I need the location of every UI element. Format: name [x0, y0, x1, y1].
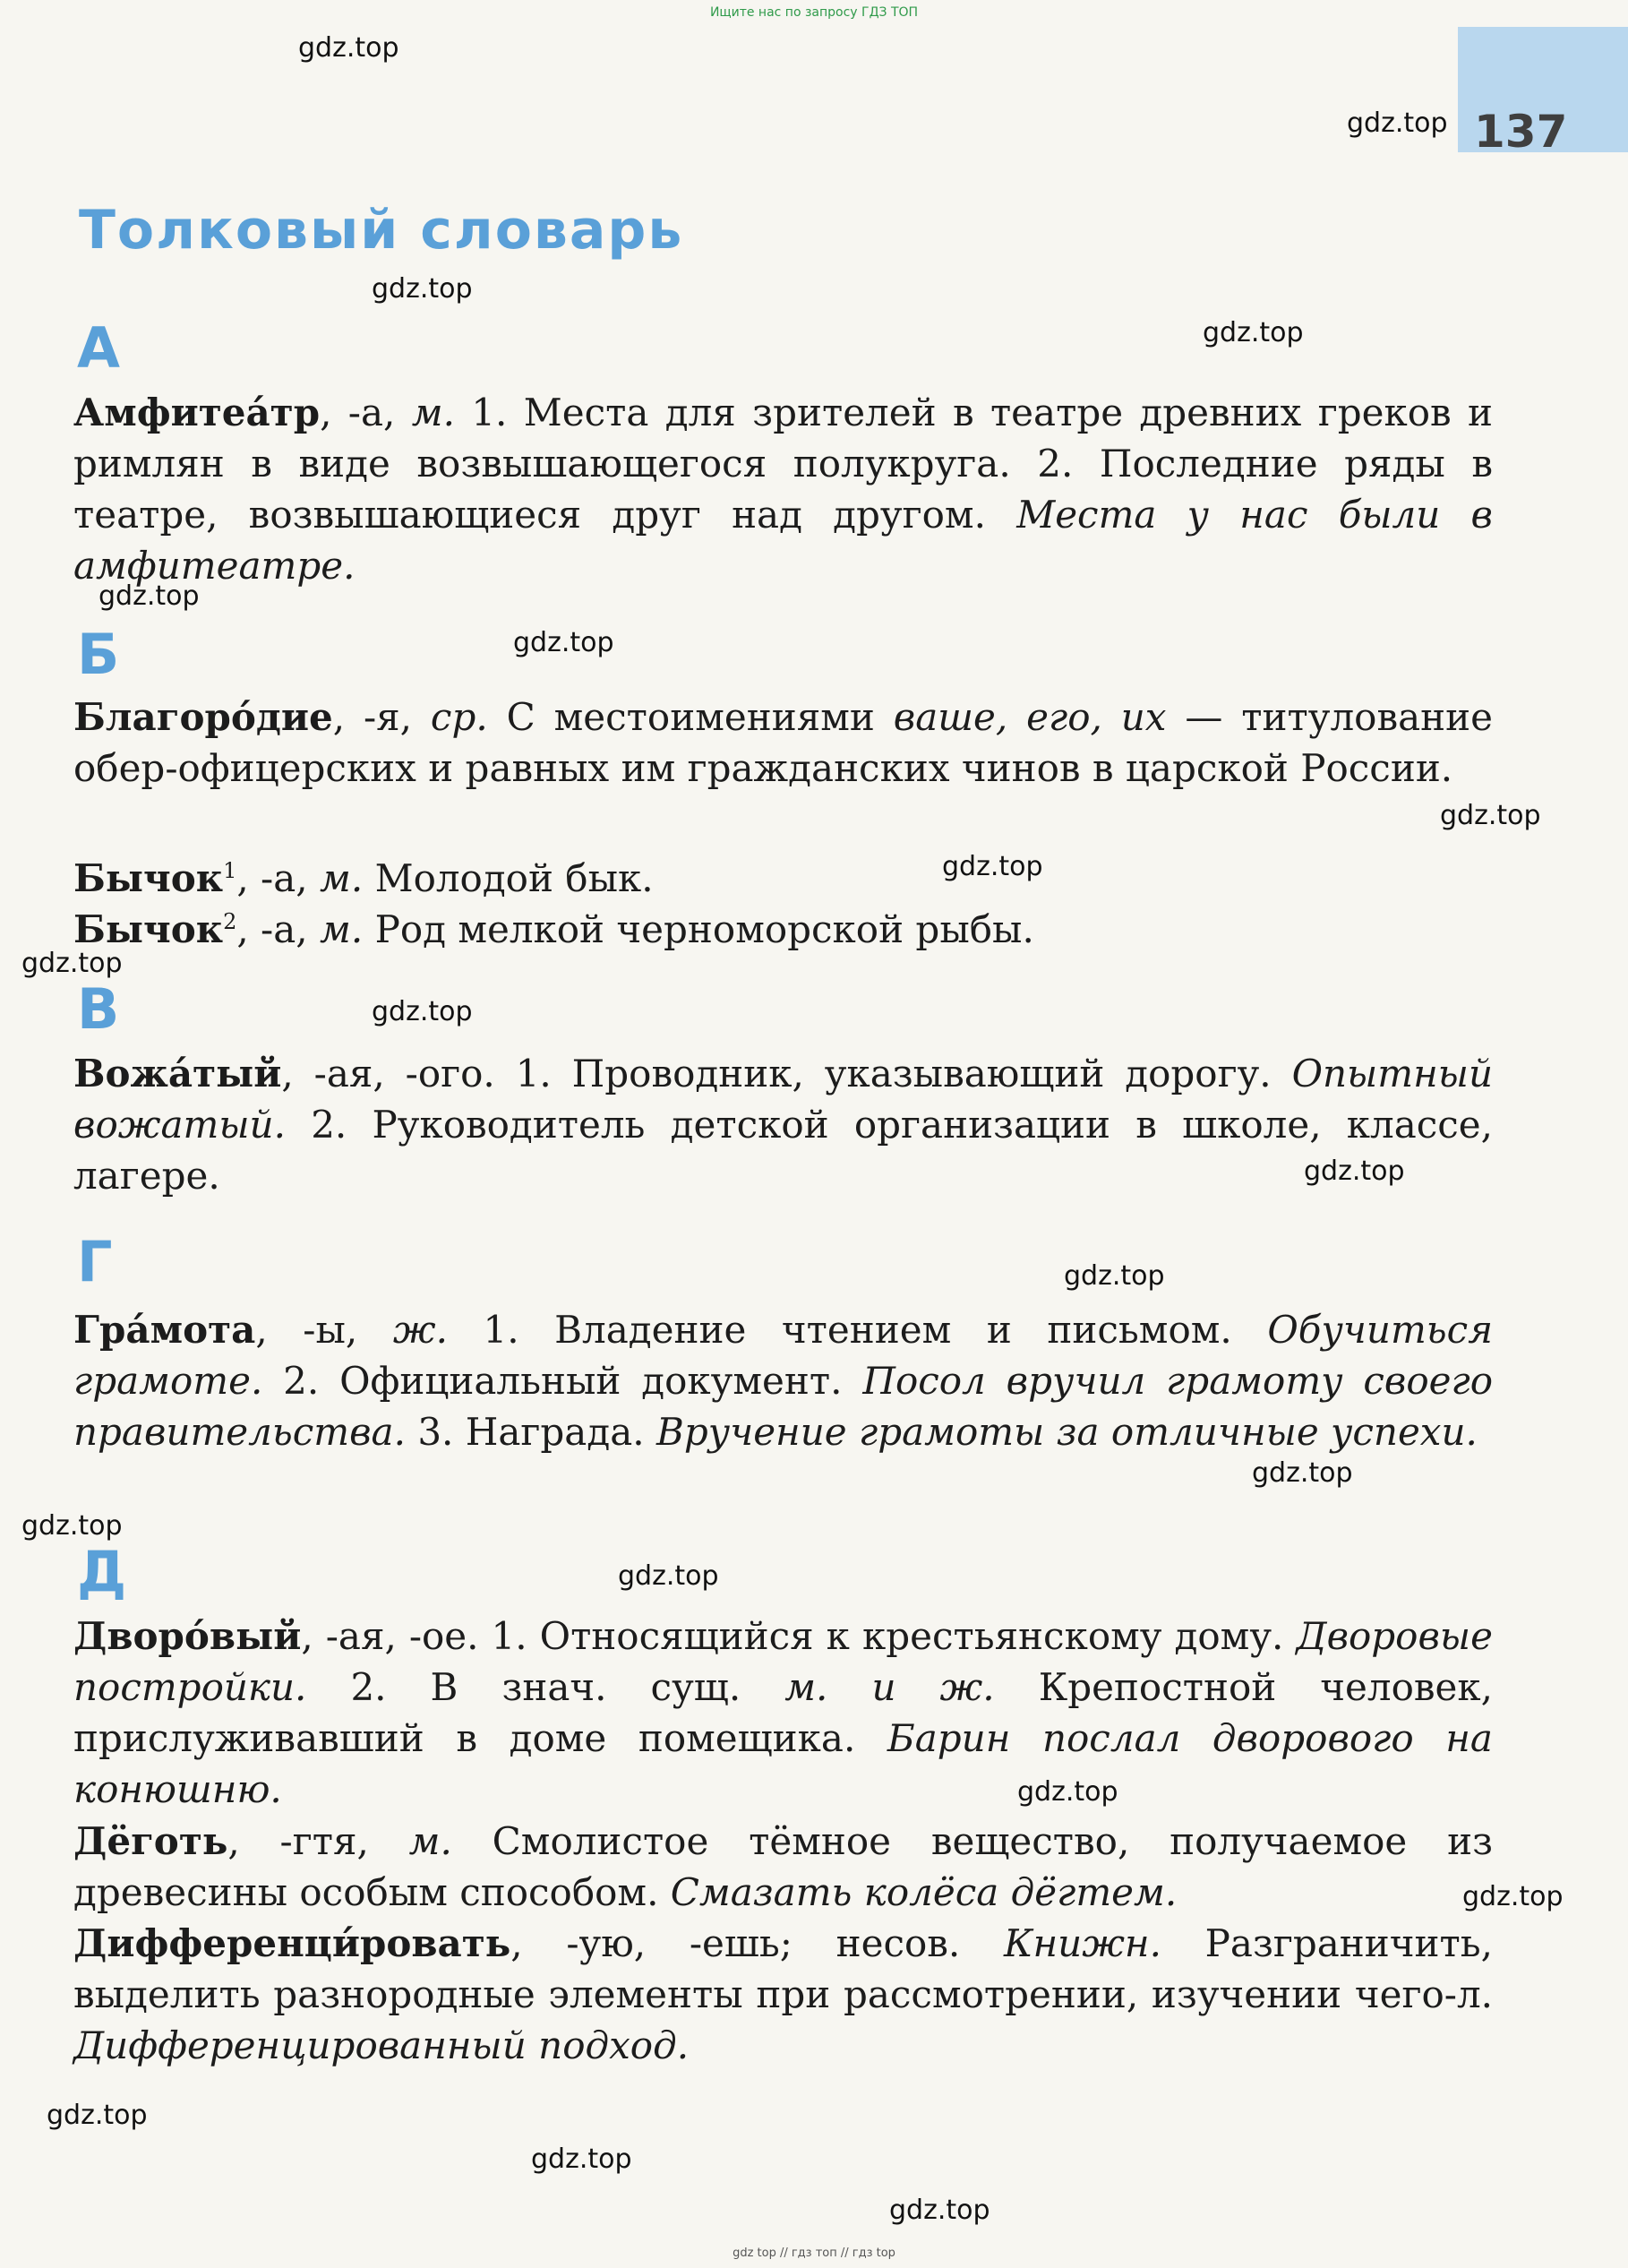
watermark: gdz.top: [298, 32, 399, 64]
headword: Дворо́вый: [73, 1614, 302, 1658]
section-letter-g: Г: [77, 1229, 113, 1294]
section-letter-d: Д: [77, 1539, 127, 1604]
watermark: gdz.top: [1440, 800, 1541, 831]
watermark: gdz.top: [1252, 1457, 1353, 1489]
watermark: gdz.top: [1347, 107, 1448, 139]
entry-bychok-1: Бычок$^1$, -а, м. Молодой бык.: [73, 856, 654, 900]
section-letter-b: Б: [77, 622, 120, 687]
headword: Дифференци́ровать: [73, 1921, 511, 1965]
watermark: gdz.top: [372, 273, 473, 305]
footer-note: gdz top // гдз топ // гдз top: [733, 2247, 895, 2260]
headword: Благоро́дие: [73, 695, 333, 739]
entry-degot: Дёготь, -гтя, м. Смолистое тёмное вещество, получаемое из древесины особым способом. Смазать колёса дёгтем.: [73, 1819, 1493, 1914]
entry-bychok-2: Бычок$^2$, -а, м. Род мелкой черноморской рыбы.: [73, 907, 1034, 951]
entry-dvorovyy: Дворо́вый, -ая, -ое. 1. Относящийся к крестьянскому дому. Дворовые постройки. 2. В знач. сущ. м. и ж. Крепостной человек, прислуживавший в доме помещика. Барин послал дворового на конюшню.: [73, 1614, 1493, 1811]
watermark: gdz.top: [942, 851, 1043, 882]
section-letter-a: А: [77, 315, 120, 381]
headword: Бычок: [73, 856, 224, 900]
top-note: Ищите нас по запросу ГДЗ ТОП: [709, 5, 919, 20]
entry-gramota: Гра́мота, -ы, ж. 1. Владение чтением и письмом. Обучиться грамоте. 2. Официальный документ. Посол вручил грамоту своего правительства. 3. Награда. Вручение грамоты за отличные успехи.: [73, 1308, 1494, 1454]
headword: Дёготь: [73, 1819, 228, 1863]
headword: Бычок: [73, 907, 224, 951]
headword: Вожа́тый: [73, 1052, 282, 1095]
watermark: gdz.top: [99, 580, 200, 612]
entry-blagorodie: Благоро́дие, -я, ср. С местоимениями ваше, его, их — титулование обер-офицерских и равных им гражданских чинов в царской России.: [73, 695, 1493, 790]
watermark: gdz.top: [1017, 1776, 1118, 1808]
watermark: gdz.top: [21, 1510, 123, 1542]
headword: Гра́мота: [73, 1308, 256, 1352]
watermark: gdz.top: [889, 2195, 990, 2226]
watermark: gdz.top: [47, 2100, 148, 2131]
watermark: gdz.top: [372, 996, 473, 1027]
entry-differentsirovat: Дифференци́ровать, -ую, -ешь; несов. Книжн. Разграничить, выделить разнородные элементы при рассмотрении, изучении чего-л. Дифференцированный подход.: [73, 1921, 1493, 2067]
watermark: gdz.top: [1304, 1155, 1405, 1187]
watermark: gdz.top: [21, 948, 123, 979]
watermark: gdz.top: [1064, 1260, 1165, 1292]
watermark: gdz.top: [513, 627, 614, 658]
section-letter-v: В: [77, 976, 120, 1042]
entry-vozhatyy: Вожа́тый, -ая, -ого. 1. Проводник, указывающий дорогу. Опытный вожатый. 2. Руководитель детской организации в школе, классе, лагере.: [73, 1052, 1494, 1198]
headword: Амфитеа́тр: [73, 391, 321, 434]
entry-amfiteatr: Амфитеа́тр, -а, м. 1. Места для зрителей в театре древних греков и римлян в виде возвышающегося полукруга. 2. Последние ряды в театре, возвышающиеся друг над другом. Места у нас были в амфитеатре.: [73, 391, 1493, 588]
watermark: gdz.top: [1203, 317, 1304, 348]
watermark: gdz.top: [1462, 1881, 1564, 1912]
watermark: gdz.top: [618, 1560, 719, 1592]
watermark: gdz.top: [531, 2143, 632, 2175]
page-number: 137: [1474, 106, 1568, 158]
page-title: Толковый словарь: [79, 199, 684, 262]
